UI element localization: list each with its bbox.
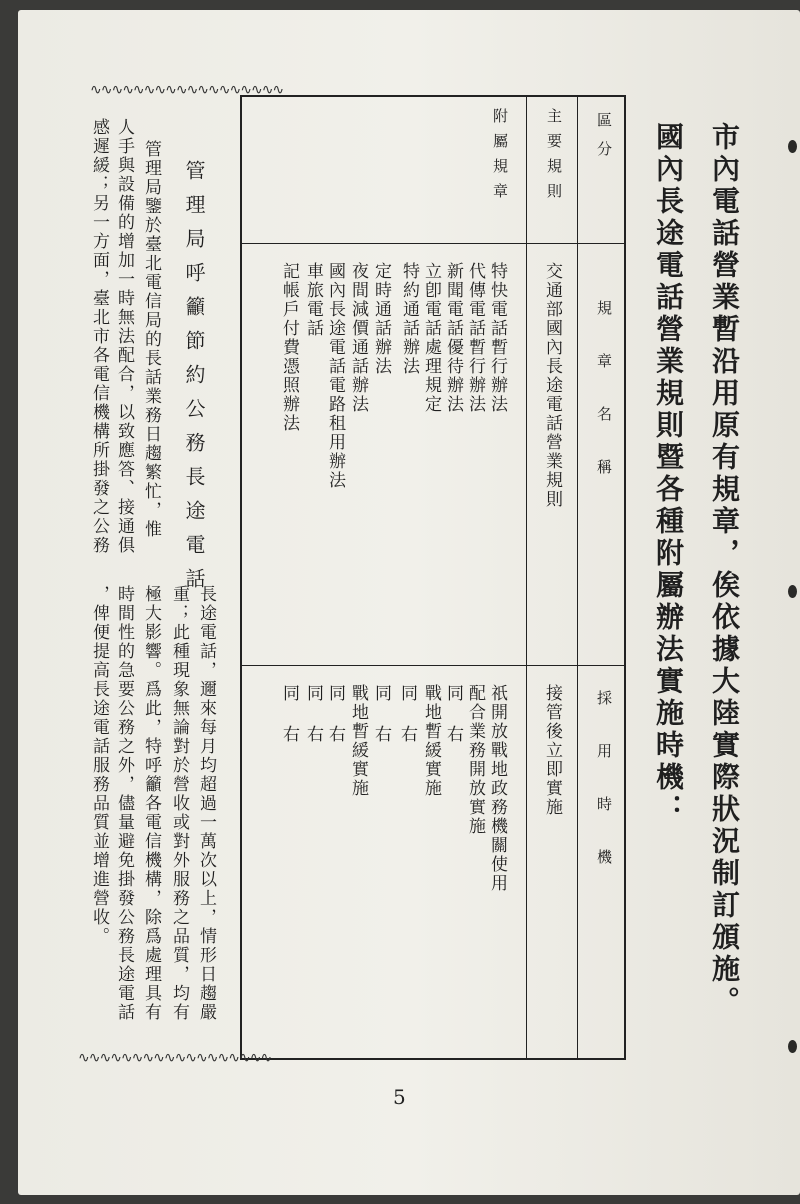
category-sub: 附屬規章 (491, 108, 509, 208)
header-category: 區分 (595, 112, 613, 170)
main-rule-name: 交通部國內長途電話營業規則 (542, 262, 562, 509)
punch-hole (788, 1040, 797, 1053)
sub-rule-time: 祇開放戰地政務機關使用 (487, 684, 507, 893)
sub-rule-time: 同右 (303, 684, 323, 766)
header-rule-name: 規章名稱 (595, 300, 613, 512)
article-column: 人手與設備的增加一時無法配合，以致應答、接通俱 (114, 118, 134, 555)
sub-rule-name: 代傳電話暫行辦法 (465, 262, 485, 414)
article-column: 長途電話，邇來每月均超過一萬次以上，情形日趨嚴 (196, 585, 216, 1022)
sub-rule-time: 同右 (371, 684, 391, 766)
sub-rule-time: 戰地暫緩實施 (348, 684, 368, 798)
article-column: 管理局鑒於臺北電信局的長話業務日趨繁忙，惟 (141, 140, 161, 539)
sub-rule-time: 同右 (279, 684, 299, 766)
article-column: 時間性的急要公務之外，儘量避免掛發公務長途電話 (114, 585, 134, 1022)
page-number: 5 (393, 1085, 406, 1109)
article-column: 重；此種現象無論對於營收或對外服務之品質，均有 (169, 585, 189, 1022)
decorative-border-bottom: ∿∿∿∿∿∿∿∿∿∿∿∿∿∿∿∿∿∿ (78, 1050, 272, 1066)
sub-rule-time: 同右 (443, 684, 463, 766)
sub-rule-name: 定時通話辦法 (371, 262, 391, 376)
main-rule-time: 接管後立即實施 (542, 684, 562, 817)
punch-hole (788, 140, 797, 153)
sub-rule-name: 記帳戶付費憑照辦法 (279, 262, 299, 433)
heading-line-1: 市內電話營業暫沿用原有規章，俟依據大陸實際狀況制訂頒施。 (708, 122, 741, 1018)
article-column: 感遲緩；另一方面，臺北市各電信機構所掛發之公務 (89, 118, 109, 555)
sub-rule-name: 車旅電話 (303, 262, 323, 338)
sub-rule-time: 配合業務開放實施 (465, 684, 485, 836)
header-adoption-time: 採用時機 (595, 690, 613, 902)
sub-rule-time: 戰地暫緩實施 (421, 684, 441, 798)
punch-hole (788, 585, 797, 598)
sub-rule-time: 同右 (397, 684, 417, 766)
sub-rule-name: 特約通話辦法 (399, 262, 419, 376)
rules-table (240, 95, 626, 1060)
article-column: 極大影響。爲此，特呼籲各電信機構，除爲處理具有 (141, 585, 161, 1022)
sub-rule-name: 國內長途電話電路租用辦法 (325, 262, 345, 490)
article-title: 管理局呼籲節約公務長途電話 (182, 160, 206, 602)
article-column: ，俾便提高長途電話服務品質並增進營收。 (89, 585, 109, 946)
sub-rule-name: 特快電話暫行辦法 (487, 262, 507, 414)
sub-rule-name: 新聞電話優待辦法 (443, 262, 463, 414)
category-main: 主要規則 (545, 108, 563, 208)
decorative-border-top: ∿∿∿∿∿∿∿∿∿∿∿∿∿∿∿∿∿∿ (90, 82, 284, 98)
sub-rule-name: 立卽電話處理規定 (421, 262, 441, 414)
sub-rule-time: 同右 (325, 684, 345, 766)
heading-line-2: 國內長途電話營業規則暨各種附屬辦法實施時機： (652, 122, 685, 826)
sub-rule-name: 夜間減價通話辦法 (348, 262, 368, 414)
